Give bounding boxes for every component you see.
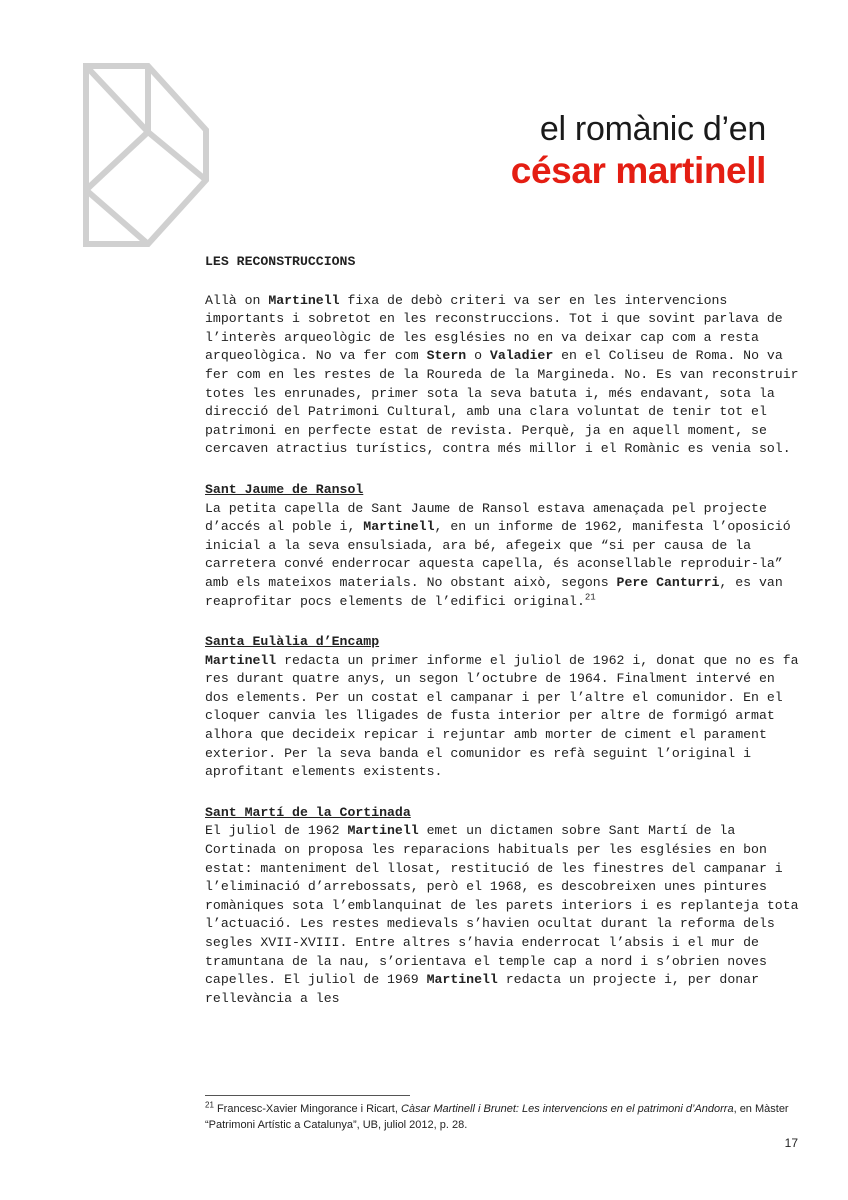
bold-name: Pere Canturri — [616, 574, 720, 590]
ransol-paragraph: La petita capella de Sant Jaume de Ransol estava amenaçada pel projecte d’accés al poble i, Martinell, en un informe de 1962, manifesta l’oposició inicial a la seva ensulsiada, ara bé, afegeix que “si per causa de la carretera convé enderrocar aquesta capella, és aconsellable reproduir-la” amb els mateixos materials. No obstant això, segons Pere Canturri, es van reaprofitar pocs elements de l’edifici original.$^{21}$ — [205, 500, 791, 609]
footnote: $^{21}$ Francesc-Xavier Mingorance i Ricart, Càsar Martinell i Brunet: Les intervencions en el patrimoni d’Andorra, en Màster “Patrimoni Artístic a Catalunya”, UB, juliol 2012, p. 28. — [205, 1100, 789, 1131]
page-number: 17 — [784, 1136, 798, 1150]
bold-name: Martinell — [347, 823, 419, 839]
footnote-reference[interactable]: 21 — [584, 592, 596, 603]
cortinada-paragraph: El juliol de 1962 Martinell emet un dictamen sobre Sant Martí de la Cortinada on proposa les reparacions habituals per les esglésies en bon estat: manteniment del llosat, restitució de les finestres del campanar i l’eliminació d’arrebossats, però el 1968, es descobreixen unes pintures romàniques sota l’emblanquinat de les parets interiors i es replanteja tota l’actuació. Les restes medievals s’havien ocultat durant la reforma dels segles XVII-XVIII. Entre altres s’havia enderrocat l’absis i el mur de tramuntana de la nau, s’orientava el temple cap a nord i s’obrien noves capelles. El juliol de 1969 Martinell redacta un projecte i, per donar rellevància a les — [205, 823, 799, 1006]
bold-name: Martinell — [363, 519, 435, 535]
publisher-logo-icon — [80, 60, 212, 250]
section-ransol — [205, 481, 805, 611]
title-line-1: el romànic d’en — [539, 110, 766, 148]
bold-name: Martinell — [205, 652, 277, 668]
subheading-cortinada: Sant Martí de la Cortinada — [205, 804, 411, 820]
footnote-number: 21 — [205, 1100, 214, 1110]
section-cortinada — [205, 804, 805, 1009]
section-title: LES RECONSTRUCCIONS — [205, 254, 356, 269]
footnote-book-title: Càsar Martinell i Brunet: Les intervencions en el patrimoni d’Andorra — [400, 1103, 734, 1115]
subheading-encamp: Santa Eulàlia d’Encamp — [205, 634, 380, 650]
intro-paragraph: Allà on Martinell fixa de debò criteri va ser en les intervencions importants i sobretot en les reconstruccions. Tot i que sovint parlava de l’interès arqueològic de les esglésies no en va deixar cap com a resta arqueològica. No va fer com Stern o Valadier en el Coliseu de Roma. No va fer com en les restes de la Roureda de la Margineda. No. Es van reconstruir totes les enrunades, primer sota la seva batuta i, més endavant, sota la direcció del Patrimoni Cultural, amb una clara voluntat de tenir tot el patrimoni en perfecte estat de revista. Perquè, ja en aquell moment, se cercaven atractius turístics, contra més millor i el Romànic es venia sol. — [205, 292, 799, 457]
bold-name: Valadier — [489, 348, 554, 364]
title-line-2: césar martinell — [510, 150, 766, 191]
bold-name: Stern — [426, 348, 467, 364]
section-encamp — [205, 633, 805, 782]
publication-title — [511, 108, 766, 192]
subheading-ransol: Sant Jaume de Ransol — [205, 481, 364, 497]
main-content — [205, 253, 805, 1008]
footnote-divider — [205, 1095, 410, 1096]
bold-name: Martinell — [268, 292, 340, 308]
bold-name: Martinell — [426, 972, 498, 988]
encamp-paragraph: Martinell redacta un primer informe el juliol de 1962 i, donat que no es fa res durant quatre anys, un segon l’octubre de 1964. Finalment intervé en dos elements. Per un costat el campanar i per l’altre el comunidor. En el cloquer canvia les lligades de fusta interior per altre de formigó armat alhora que decideix repicar i rejuntar amb morter de ciment el parament exterior. Per la seva banda el comunidor es refà seguint l’original i aprofitant elements existents. — [205, 652, 799, 780]
